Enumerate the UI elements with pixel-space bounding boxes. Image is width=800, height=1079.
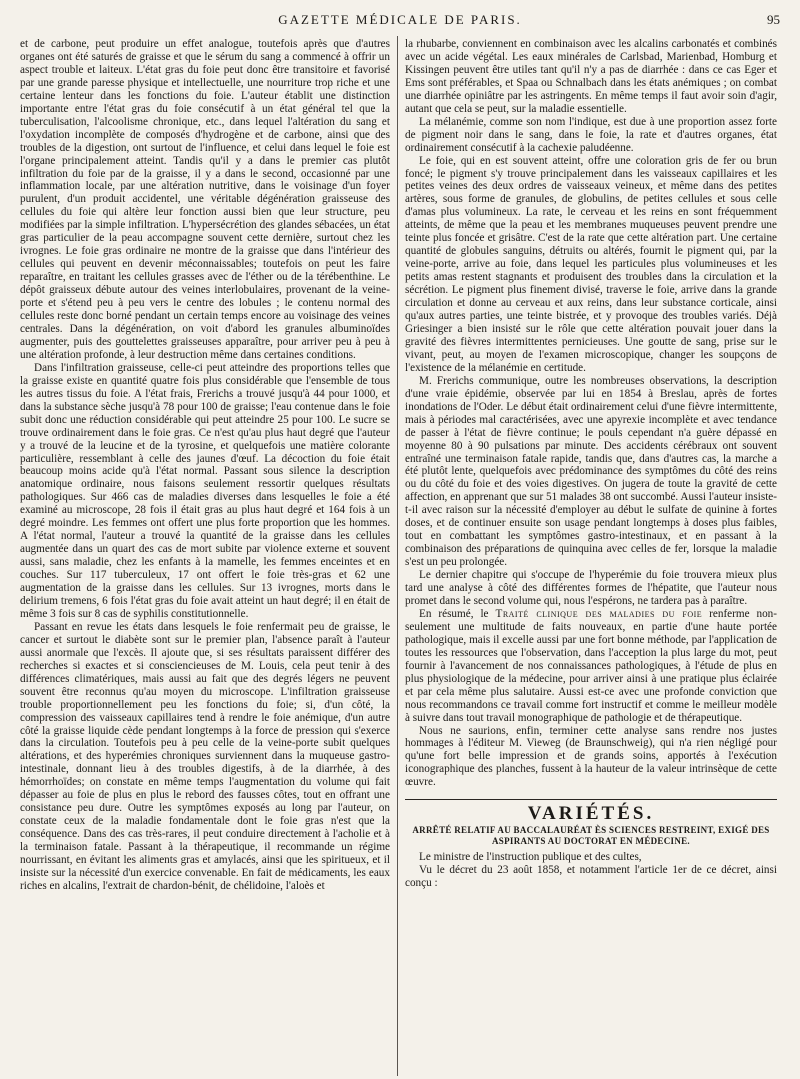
paragraph: Passant en revue les états dans lesquels le foie renfermait peu de graisse, le cancer et surtout le diabète sont sur le premier plan, l'absence paraît à l'auteur aussi anormale que l'excès. Il ajoute que, si ses résultats paraissent différer des recherches si exactes et si consciencieuses de M. Louis, cela peut tenir à des différences climatériques, mais aussi au fait que des degrés légers ne peuvent souvent être reconnus qu'au moyen du microscope. L'infiltration graisseuse trouble proportionnellement peu les fonctions du foie; si, d'un côté, la compression des vaisseaux capillaires tend à rendre le foie anémique, d'un autre côté la graisse liquide cède pendant longtemps à la force de pression qui s'exerce dans la circulation. Toutefois peu à peu celle de la veine-porte subit quelques altérations, et des hyperémies chroniques surviennent dans la muqueuse gastro-intestinale, donnant lieu à des troubles digestifs, à de la diarrhée, à des hémorrhoïdes; on constate en même temps l'augmentation du volume qui fait dépasser au foie de plus en plus le rebord des fausses côtes, tout en offrant une consistance peu dure. Outre les symptômes exposés au long par l'auteur, on constate ceux de la maladie fondamentale dont le foie gras n'est que la conséquence. Dans des cas très-rares, il peut conduire directement à l'acholie et à la terminaison fatale. Passant à la thérapeutique, il recommande un régime nourrissant, en évitant les aliments gras et amylacés, ainsi que les spiritueux, et il insiste sur la nécessité d'un exercice convenable. En fait de médicaments, les eaux riches en alcalins, l'extrait de chardon-bénit, de chélidoine, l'aloès et [20, 620, 390, 892]
section-divider [405, 799, 777, 800]
column-divider [397, 36, 398, 1076]
paragraph: et de carbone, peut produire un effet analogue, toutefois après que d'autres organes ont été saturés de graisse et que le sérum du sang a commencé à offrir un aspect trouble et laiteux. L'état gras du foie peut donc être transitoire et favorisé par une grande paresse physique et intellectuelle, une nourriture trop riche et une certaine lenteur dans les fonctions du foie. L'auteur établit une distinction importante entre l'état gras du foie consécutif à un état général tel que la tuberculisation, l'alcoolisme chronique, etc., dans lequel l'altération du sang et l'oxydation incomplète de composés d'hydrogène et de carbone, ainsi que des troubles de la digestion, ont surtout de l'influence, et celui dans lequel le foie est l'organe principalement atteint. Tandis qu'il y a dans le premier cas plutôt infiltration du foie par de la graisse, il y a dans le second, occasionné par une inflammation locale, par une altération nutritive, dans le voisinage d'un foyer purulent, d'un produit accidentel, une véritable dégénération graisseuse des cellules du foie qui altère leur fonction aussi bien que leur structure, peu modifiées par la simple infiltration. L'hypersécrétion des glandes sébacées, un état gras particulier de la peau accompagne souvent cette dernière, surtout chez les ivrognes. Le foie gras ordinaire ne montre de la graisse que dans l'intérieur des cellules qui peuvent en devenir méconnaissables; toutefois on peut les faire reparaître, en traitant les cellules grasses avec de l'éther ou de la térébenthine. Le dépôt graisseux débute autour des veines interlobulaires, provenant de la veine-porte et s'étend peu à peu vers le centre des lobules ; le contenu normal des cellules reste donc borné pendant un certain temps encore au voisinage des veines centrales. Dans la dégénération, on voit d'abord les granules albuminoïdes augmenter, puis des gouttelettes graisseuses apparaître, pour arriver peu à peu à une altération profonde, à leur destruction même dans certaines conditions. [20, 38, 390, 361]
decree-title: ARRÊTÉ RELATIF AU BACCALAURÉAT ÈS SCIENCES RESTREINT, EXIGÉ DES ASPIRANTS AU DOCTORAT EN MÉDECINE. [412, 825, 770, 847]
running-head [20, 12, 780, 32]
book-title: Traité clinique des maladies du foie [495, 607, 703, 620]
paragraph: M. Frerichs communique, outre les nombreuses observations, la description d'une vraie épidémie, observée par lui en 1854 à Breslau, après de fortes inondations de l'Oder. Le début était ordinairement celui d'une fièvre intermittente, mais à périodes mal caractérisées, avec une apyrexie incomplète et avec tendance de passer à l'état de fièvre continue; le pouls cependant n'a guère dépassé en moyenne 80 à 90 pulsations par minute. Des accidents cérébraux ont souvent entraîné une terminaison fatale rapide, tandis que, dans d'autres cas, la marche a été plutôt lente, quelquefois avec prédominance des symptômes du côté des reins ou du côté du foie et des voies digestives. On jugera de toute la gravité de cette affection, en apprenant que sur 51 malades 38 ont succombé. Aussi l'auteur insiste-t-il avec raison sur la nécessité d'employer au début le sulfate de quinine à fortes doses, et de continuer ensuite son usage pendant longtemps à doses plus faibles, tout en combattant les symptômes gastro-intestinaux, et en passant à la combinaison des préparations de quinquina avec celles de fer, lorsque la maladie s'est un peu prolongée. [405, 374, 777, 569]
summary-body: renferme non-seulement une multitude de faits nouveaux, en partie d'une haute portée pathologique, mais il excelle aussi par une fort bonne méthode, par l'application de toutes les ressources que l'observation, dans l'acception la plus large du mot, peut fournir à l'avancement de nos connaissances pathologiques, à l'étude de plus en plus physiologique de la médecine, pour arriver ainsi à une pratique plus éclairée et par cela même plus salutaire. Aussi est-ce avec une profonde conviction que nous recommandons ce travail comme fort instructif et comme le meilleur modèle à suivre dans tout travail monographique de pathologie et de thérapeutique. [405, 607, 777, 724]
paragraph: Nous ne saurions, enfin, terminer cette analyse sans rendre nos justes hommages à l'éditeur M. Vieweg (de Braunschweig), qui n'a rien négligé pour qu'une fort belle impression et de grands soins, apportés à l'exécution iconographique des planches, fussent à la hauteur de la valeur intrinsèque de cette œuvre. [405, 724, 777, 789]
paragraph-summary [405, 608, 777, 725]
paragraph: La mélanémie, comme son nom l'indique, est due à une proportion assez forte de pigment noir dans le sang, dans le foie, la rate et d'autres organes, état ordinairement consécutif à la cachexie paludéenne. [405, 115, 777, 154]
right-column [405, 38, 777, 1074]
paragraph: Vu le décret du 23 août 1858, et notamment l'article 1er de ce décret, ainsi conçu : [405, 864, 777, 890]
paragraph: Le ministre de l'instruction publique et des cultes, [419, 851, 642, 864]
section-title: VARIÉTÉS. [527, 803, 655, 825]
paragraph: Le dernier chapitre qui s'occupe de l'hyperémie du foie trouvera mieux plus tard une analyse à côté des différentes formes de l'hépatite, que l'auteur nous promet dans le second volume qui, nous l'espérons, ne tardera pas à paraître. [405, 569, 777, 607]
paragraph: la rhubarbe, conviennent en combinaison avec les alcalins carbonatés et combinés avec un acide végétal. Les eaux minérales de Carlsbad, Marienbad, Homburg et Kissingen peuvent être utiles tant qu'il n'y a pas de diarrhée : dans ce cas Eger et Ems sont préférables, et Spaa ou Schnalbach dans les états anémiques ; on combat une diarrhée opiniâtre par les astringents. En même temps il faut avoir soin d'agir, autant que cela se peut, sur la maladie essentielle. [405, 38, 777, 115]
page-number: 95 [767, 12, 780, 27]
left-column [20, 38, 390, 1074]
paragraph: Le foie, qui en est souvent atteint, offre une coloration gris de fer ou brun foncé; le pigment s'y trouve principalement dans les vaisseaux capillaires et les petites veines des deux ordres de vaisseaux veineux, et même dans des petites artères, sous forme de granules, de globulins, de petites cellules et sous celle d'amas plus volumineux. La rate, le cerveau et les reins en sont fréquemment atteints, de même que la peau et les membranes muqueuses peuvent prendre une teinte plus foncée et grisâtre. C'est de la rate que cette altération part. Une certaine quantité de globules sanguins, détruits ou altérés, fournit le pigment qui, par la veine-porte, arrive au foie, dans lequel les particules plus volumineuses et les petits amas restent stagnants et produisent des troubles dans la circulation et la sécrétion. Le pigment plus finement divisé, traverse le foie, arrive dans la grande circulation et donne au cerveau et aux reins, dans leur substance corticale, ainsi qu'aux autres parties, une teinte bistrée, et y provoque des troubles variés. Déjà Griesinger a bien insisté sur le rôle que cette altération pouvait jouer dans la gravité des fièvres intermittentes pernicieuses. Une goutte de sang, prise sur le vivant, peut, au moyen de l'examen microscopique, changer les soupçons de l'existence de la mélanémie en certitude. [405, 154, 777, 374]
summary-lead: En résumé, le [419, 607, 496, 620]
journal-title: GAZETTE MÉDICALE DE PARIS. [278, 12, 522, 27]
paragraph: Dans l'infiltration graisseuse, celle-ci peut atteindre des proportions telles que la graisse existe en quantité quatre fois plus considérable que l'ensemble de tous les autres tissus du foie. A l'état frais, Frerichs a trouvé jusqu'à 44 pour 1000, et dans la substance sèche jusqu'à 78 pour 100 de graisse; l'eau contenue dans le foie subit donc une réduction considérable qui peut atteindre 25 pour 100. Le sucre se trouve ordinairement dans le foie gras. Ce n'est qu'au plus haut degré que l'auteur y a trouvé de la leucine et de la tyrosine, et quelquefois une matière colorante particulière, ressemblant à celle des jaunes d'œuf. La décoction du foie était beaucoup moins acide qu'à l'état normal. Passant sous silence la description anatomique ordinaire, nous faisons seulement ressortir quelques résultats pathologiques. Sur 466 cas de maladies diverses dans lesquelles le foie a été examiné au microscope, 28 fois il était gras au plus haut degré et 164 fois à un degré moindre. Les femmes ont offert une plus forte proportion que les hommes. A l'état normal, l'auteur a trouvé la quantité de la graisse dans les cellules augmentée dans un quart des cas de mort subite par violence externe et souvent aussi, sans maladie, chez les enfants à la mamelle, les femmes enceintes et en couches. Sur 117 tuberculeux, 17 ont offert le foie très-gras et 62 une augmentation de la graisse dans les cellules. Sur 13 ivrognes, morts dans le delirium tremens, 6 fois l'état gras du foie avait atteint un haut degré; il en était de même 3 fois sur 8 cas de syphilis constitutionnelle. [20, 361, 390, 620]
